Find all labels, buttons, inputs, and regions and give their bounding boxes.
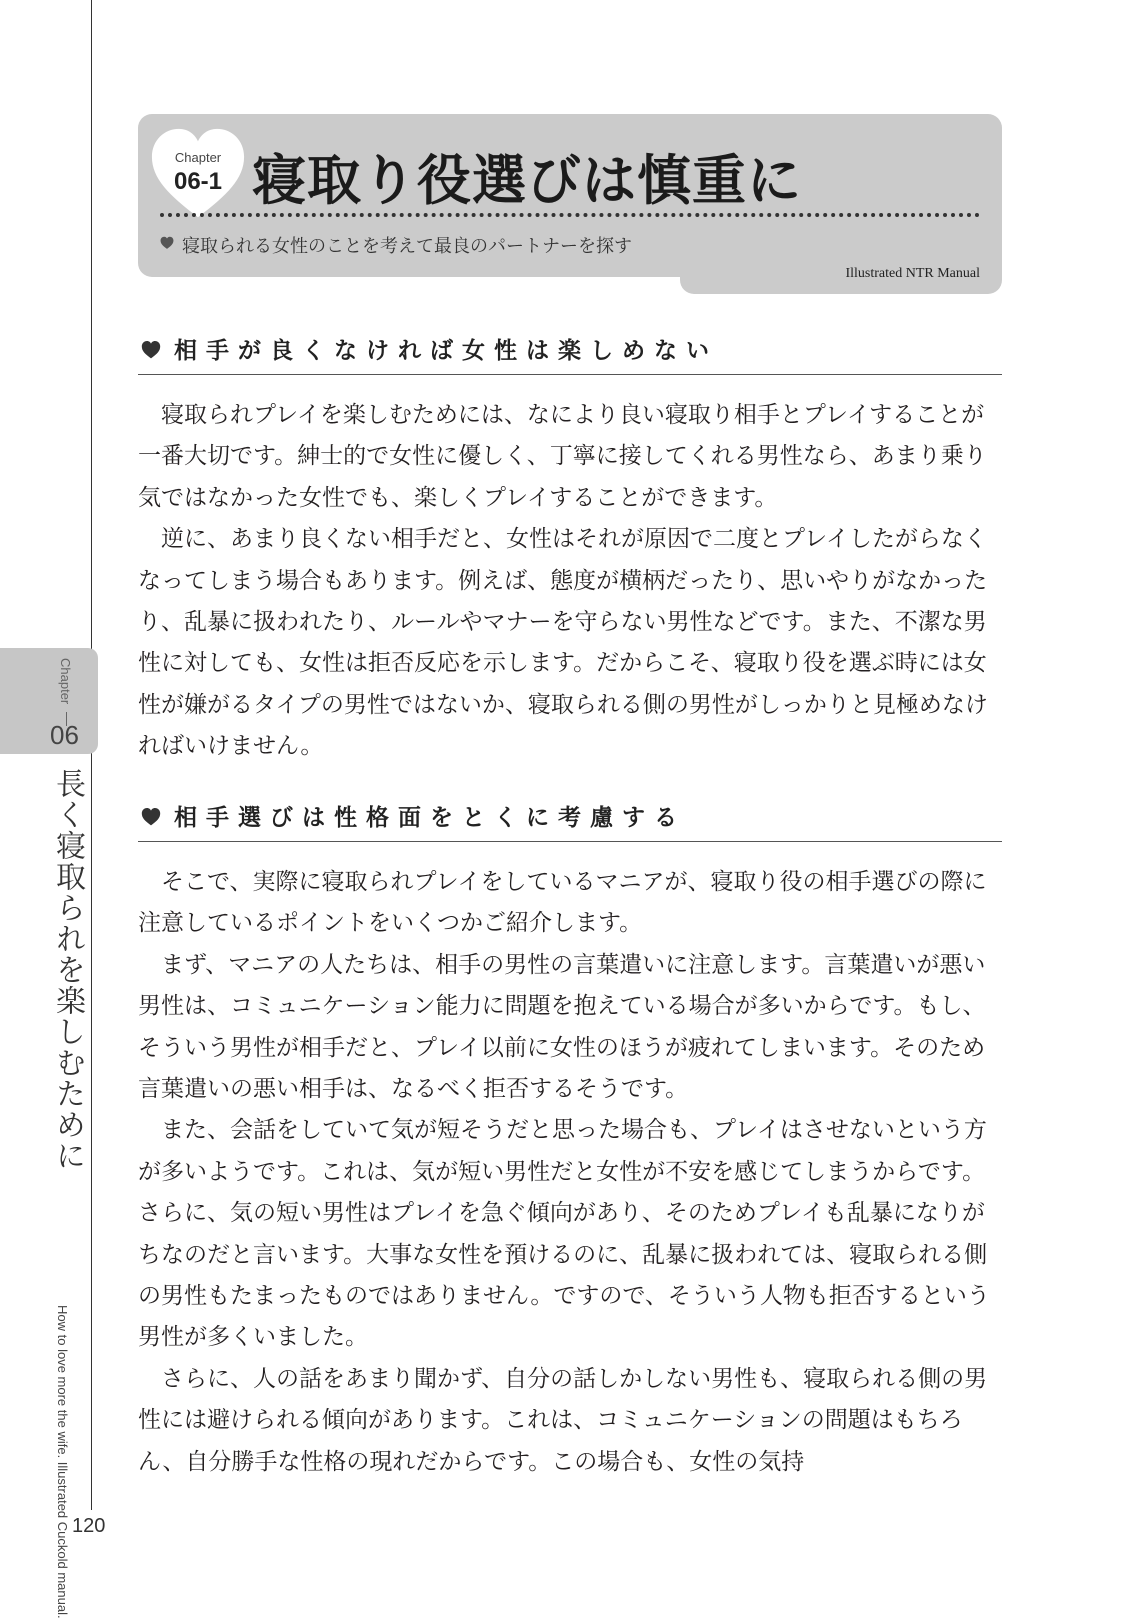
paragraph: 逆に、あまり良くない相手だと、女性はそれが原因で二度とプレイしたがらなくなってしまう場合もあります。例えば、態度が横柄だったり、思いやりがなかったり、乱暴に扱われたり、ルールやマナーを守らない男性などです。また、不潔な男性に対しても、女性は拒否反応を示します。だからこそ、寝取り役を選ぶ時には女性が嫌がるタイプの男性ではないか、寝取られる側の男性がしっかりと見極めなければいけません。 <box>138 526 988 760</box>
page-subtitle: 寝取られる女性のことを考えて最良のパートナーを探す <box>182 236 632 257</box>
heart-icon <box>140 807 162 827</box>
section-body <box>138 395 1002 768</box>
section-heading <box>138 797 1002 842</box>
paragraph: さらに、人の話をあまり聞かず、自分の話しかしない男性も、寝取られる側の男性には避けられる傾向があります。これは、コミュニケーションの問題はもちろん、自分勝手な性格の現れだからです。この場合も、女性の気持 <box>138 1365 988 1475</box>
header-chapter-number: 06-1 <box>173 168 223 195</box>
header-dotted-divider <box>160 213 980 217</box>
header-chapter-label: Chapter <box>174 150 222 165</box>
brand-label: Illustrated NTR Manual <box>845 266 980 281</box>
side-english-caption: How to love more the wife. Illustrated Cuckold manual. <box>55 1305 70 1619</box>
paragraph: まず、マニアの人たちは、相手の男性の言葉遣いに注意します。言葉遣いが悪い男性は、コミュニケーション能力に問題を抱えている場合が多いからです。もし、そういう男性が相手だと、プレイ以前に女性のほうが疲れてしまいます。そのため言葉遣いの悪い相手は、なるべく拒否するそうです。 <box>138 951 986 1103</box>
page-number: 120 <box>72 1515 106 1537</box>
paragraph: そこで、実際に寝取られプレイをしているマニアが、寝取り役の相手選びの際に注意しているポイントをいくつかご紹介します。 <box>138 869 987 937</box>
section-heading <box>138 330 1002 375</box>
paragraph: 寝取られプレイを楽しむためには、なにより良い寝取り相手とプレイすることが一番大切です。紳士的で女性に優しく、丁寧に接してくれる男性なら、あまり乗り気ではなかった女性でも、楽しくプレイすることができます。 <box>138 402 987 511</box>
section-heading-text: 相手選びは性格面をとくに考慮する <box>174 805 686 831</box>
heart-icon <box>140 340 162 360</box>
side-chapter-title: 長く寝取られを楽しむために <box>50 768 85 1171</box>
heart-icon <box>160 236 174 250</box>
page-margin-line <box>91 0 92 1510</box>
side-chapter-number: 06 <box>50 720 79 750</box>
side-chapter-label: Chapter <box>58 658 73 705</box>
section-heading-text: 相手が良くなければ女性は楽しめない <box>174 338 718 364</box>
section-body <box>138 862 1002 1483</box>
paragraph: また、会話をしていて気が短そうだと思った場合も、プレイはさせないという方が多いようです。これは、気が短い男性だと女性が不安を感じてしまうからです。さらに、気の短い男性はプレイを急ぐ傾向があり、そのためプレイも乱暴になりがちなのだと言います。大事な女性を預けるのに、乱暴に扱われては、寝取られる側の男性もたまったものではありません。ですので、そういう人物も拒否するという男性が多くいました。 <box>138 1117 990 1351</box>
page-title: 寝取り役選びは慎重に <box>252 149 802 212</box>
chapter-side-tab <box>0 648 98 754</box>
